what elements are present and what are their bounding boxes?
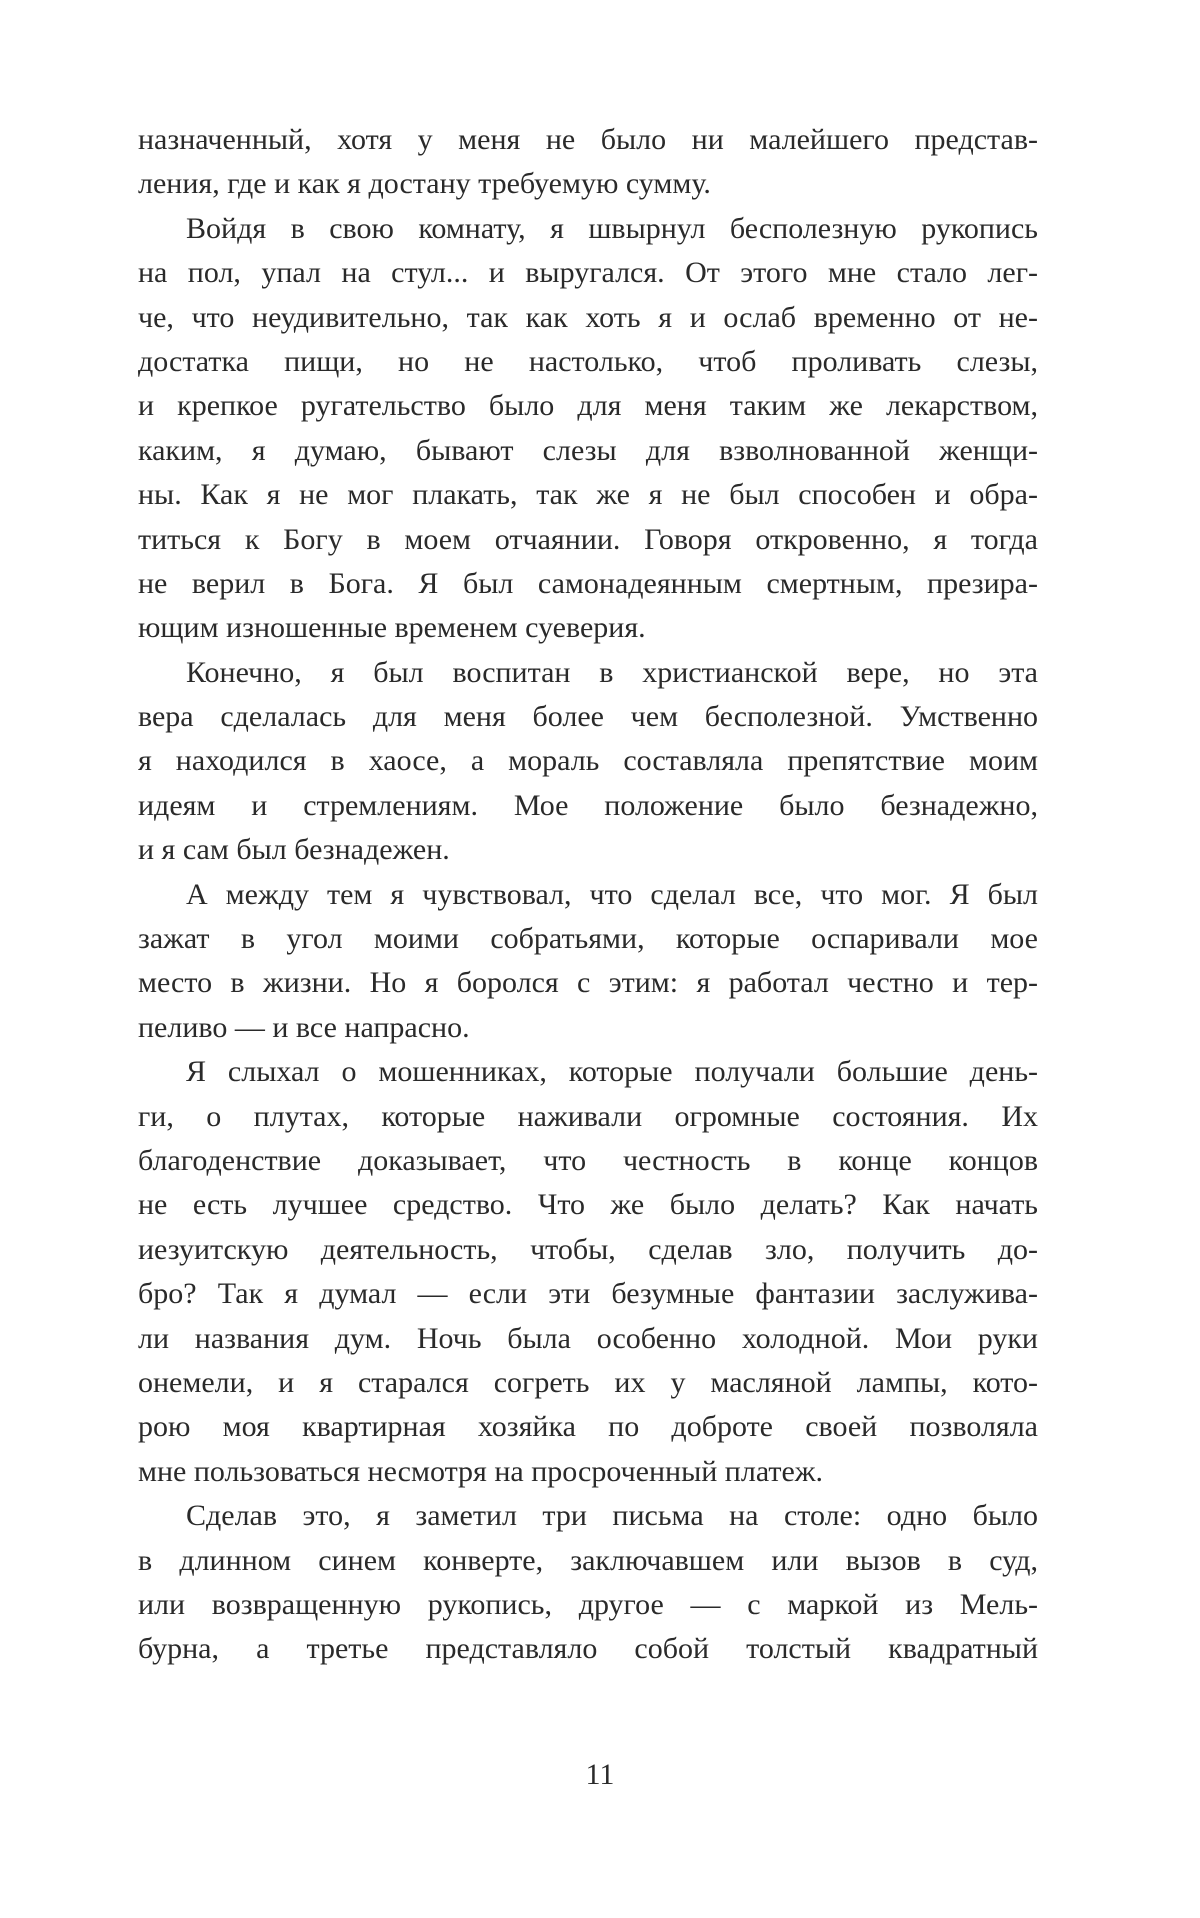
text-line: не верил в Бога. Я был самонадеянным смертным, презира-	[138, 566, 1038, 600]
text-line: пеливо — и все напрасно.	[138, 1010, 470, 1044]
text-line: че, что неудивительно, так как хоть я и ослаб временно от не-	[138, 300, 1038, 334]
text-line: зажат в угол моими собратьями, которые оспаривали мое	[138, 922, 1038, 956]
paragraph-3	[138, 651, 1038, 873]
text-line: на пол, упал на стул... и выругался. От этого мне стало лег-	[138, 256, 1038, 290]
body-text	[138, 118, 1038, 1672]
text-line: или возвращенную рукопись, другое — с маркой из Мель-	[138, 1587, 1038, 1621]
text-line: титься к Богу в моем отчаянии. Говоря откровенно, я тогда	[138, 522, 1038, 556]
text-line: Сделав это, я заметил три письма на столе: одно было	[186, 1499, 1038, 1533]
text-line: и крепкое ругательство было для меня таким же лекарством,	[138, 389, 1038, 423]
text-line: Конечно, я был воспитан в христианской вере, но эта	[186, 655, 1038, 689]
text-line: Я слыхал о мошенниках, которые получали большие день-	[186, 1055, 1038, 1089]
paragraph-6	[138, 1494, 1038, 1672]
text-line: бурна, а третье представляло собой толстый квадратный	[138, 1632, 1038, 1666]
text-line: онемели, и я старался согреть их у масляной лампы, кото-	[138, 1365, 1038, 1399]
paragraph-5	[138, 1050, 1038, 1494]
text-line: ли названия дум. Ночь была особенно холодной. Мои руки	[138, 1321, 1038, 1355]
text-line: благоденствие доказывает, что честность в конце концов	[138, 1143, 1038, 1177]
text-line: ющим изношенные временем суеверия.	[138, 611, 646, 645]
text-line: ги, о плутах, которые наживали огромные состояния. Их	[138, 1099, 1038, 1133]
text-line: каким, я думаю, бывают слезы для взволнованной женщи-	[138, 433, 1038, 467]
page-number: 11	[585, 1758, 615, 1791]
text-line: назначенный, хотя у меня не было ни малейшего представ-	[138, 123, 1038, 156]
text-line: я находился в хаосе, а мораль составляла препятствие моим	[138, 744, 1038, 778]
text-line: бро? Так я думал — если эти безумные фантазии заслужива-	[138, 1277, 1038, 1311]
paragraph-2	[138, 207, 1038, 651]
text-line: рою моя квартирная хозяйка по доброте своей позволяла	[138, 1410, 1038, 1444]
paragraph-4	[138, 873, 1038, 1051]
text-line: мне пользоваться несмотря на просроченный платеж.	[138, 1454, 824, 1488]
text-line: иезуитскую деятельность, чтобы, сделав зло, получить до-	[138, 1232, 1038, 1266]
paragraph-1	[138, 118, 1038, 207]
text-line: не есть лучшее средство. Что же было делать? Как начать	[138, 1188, 1038, 1222]
text-line: вера сделалась для меня более чем бесполезной. Умственно	[138, 700, 1038, 734]
text-line: и я сам был безнадежен.	[138, 833, 450, 867]
text-line: Войдя в свою комнату, я швырнул бесполезную рукопись	[186, 211, 1038, 245]
text-line: достатка пищи, но не настолько, чтоб проливать слезы,	[138, 344, 1038, 378]
text-line: в длинном синем конверте, заключавшем или вызов в суд,	[138, 1543, 1038, 1577]
text-line: идеям и стремлениям. Мое положение было безнадежно,	[138, 788, 1038, 822]
text-line: ления, где и как я достану требуемую сумму.	[138, 167, 711, 201]
text-line: А между тем я чувствовал, что сделал все, что мог. Я был	[186, 877, 1038, 911]
text-line: ны. Как я не мог плакать, так же я не был способен и обра-	[138, 478, 1038, 512]
text-line: место в жизни. Но я боролся с этим: я работал честно и тер-	[138, 966, 1038, 1000]
